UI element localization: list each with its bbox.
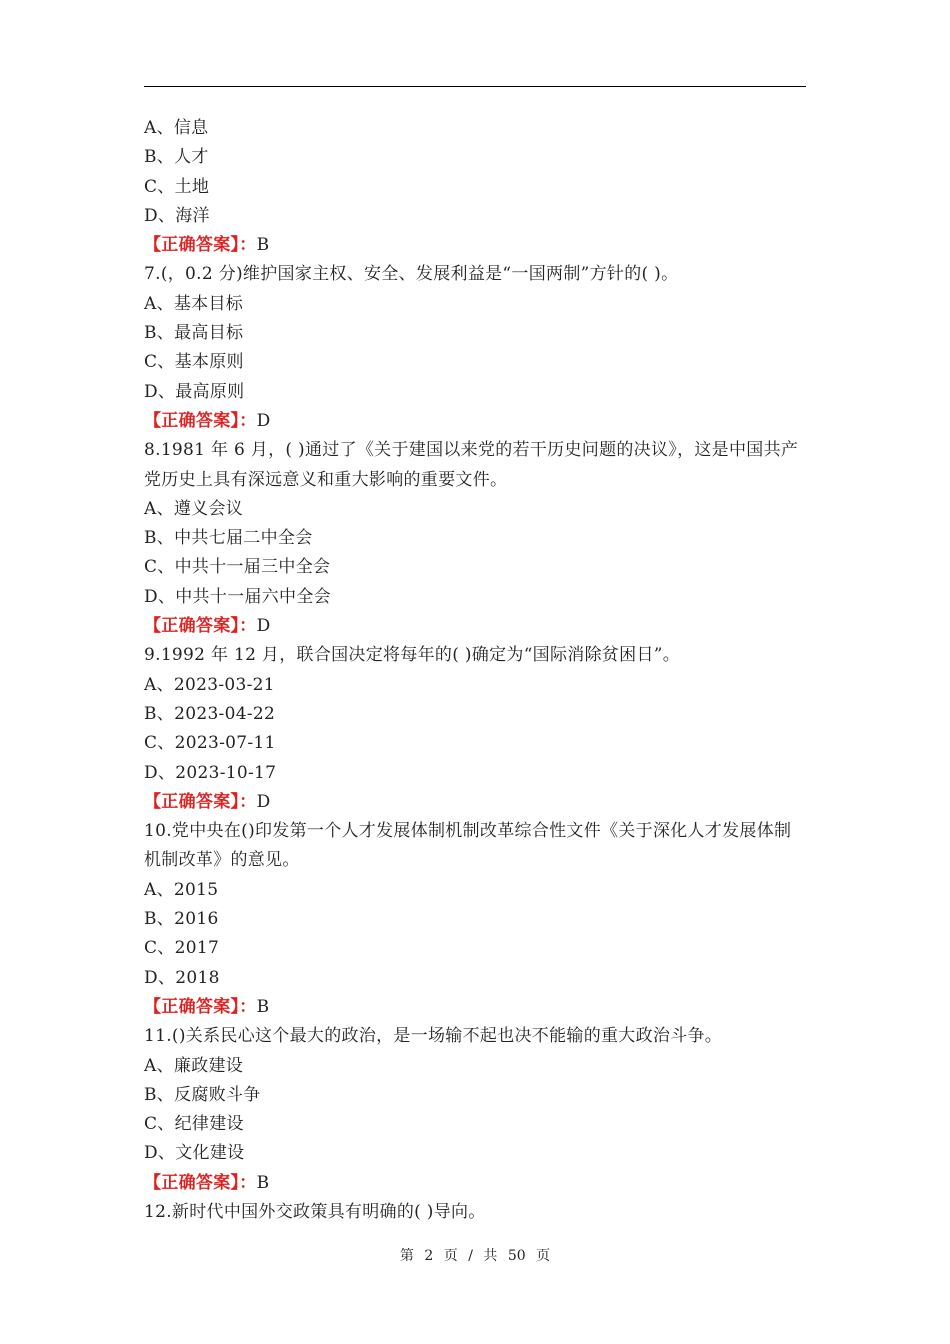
- question-text: 10.党中央在()印发第一个人才发展体制机制改革综合性文件《关于深化人才发展体制机制改革》的意见。: [144, 821, 792, 871]
- question-text: 11.()关系民心这个最大的政治，是一场输不起也决不能输的重大政治斗争。: [144, 1026, 723, 1047]
- option-text: D、海洋: [144, 205, 210, 226]
- document-body: [144, 114, 808, 1227]
- question-text: 8.1981 年 6 月，( )通过了《关于建国以来党的若干历史问题的决议》，这是中国共产党历史上具有深远意义和重大影响的重要文件。: [144, 440, 799, 490]
- question-text: 7.(，0.2 分)维护国家主权、安全、发展利益是“一国两制”方针的( )。: [144, 264, 679, 285]
- correct-answer-label: 【正确答案】：: [144, 996, 257, 1017]
- correct-answer-value: B: [256, 996, 270, 1017]
- correct-answer-line: [144, 788, 808, 817]
- option-text: B、人才: [144, 147, 209, 168]
- correct-answer-line: [144, 612, 808, 641]
- correct-answer-line: [144, 1169, 808, 1198]
- correct-answer-value: D: [256, 616, 271, 637]
- correct-answer-line: [144, 993, 808, 1022]
- page-footer: [0, 1245, 950, 1265]
- option-text: B、2016: [144, 909, 219, 930]
- correct-answer-label: 【正确答案】：: [144, 235, 257, 256]
- footer-page-number: 2: [424, 1248, 434, 1264]
- option-text: A、信息: [144, 118, 209, 138]
- option-text: C、纪律建设: [144, 1114, 244, 1135]
- option-text: B、反腐败斗争: [144, 1084, 261, 1105]
- correct-answer-value: B: [256, 235, 270, 256]
- correct-answer-label: 【正确答案】：: [144, 410, 257, 431]
- option-text: B、最高目标: [144, 323, 244, 344]
- option-text: A、廉政建设: [144, 1055, 244, 1076]
- question-text: 12.新时代中国外交政策具有明确的( )导向。: [144, 1201, 486, 1222]
- option-text: A、2015: [144, 879, 219, 900]
- question-text: 9.1992 年 12 月，联合国决定将每年的( )确定为“国际消除贫困日”。: [144, 645, 681, 666]
- correct-answer-value: B: [256, 1172, 270, 1193]
- option-text: A、2023-03-21: [144, 674, 275, 695]
- correct-answer-value: D: [256, 791, 271, 812]
- option-text: C、2023-07-11: [144, 733, 276, 754]
- option-text: A、基本目标: [144, 293, 244, 314]
- option-text: D、中共十一届六中全会: [144, 586, 331, 607]
- footer-separator: /: [468, 1248, 473, 1264]
- footer-total-prefix: 共: [483, 1248, 498, 1264]
- footer-total-pages: 50: [507, 1248, 526, 1264]
- option-text: D、文化建设: [144, 1143, 245, 1164]
- option-text: C、中共十一届三中全会: [144, 557, 331, 578]
- footer-page-unit: 页: [443, 1248, 458, 1264]
- header-rule: [144, 86, 806, 87]
- option-text: D、2018: [144, 967, 220, 988]
- option-text: D、最高原则: [144, 381, 245, 402]
- footer-total-unit: 页: [536, 1248, 551, 1264]
- correct-answer-value: D: [256, 410, 271, 431]
- correct-answer-line: [144, 407, 808, 436]
- option-text: A、遵义会议: [144, 498, 244, 519]
- correct-answer-label: 【正确答案】：: [144, 1172, 257, 1193]
- option-text: D、2023-10-17: [144, 762, 277, 783]
- footer-prefix: 第: [399, 1248, 414, 1264]
- correct-answer-label: 【正确答案】：: [144, 616, 257, 637]
- correct-answer-label: 【正确答案】：: [144, 791, 257, 812]
- option-text: C、土地: [144, 176, 210, 197]
- option-text: B、2023-04-22: [144, 703, 276, 724]
- correct-answer-line: [144, 231, 808, 260]
- option-text: C、2017: [144, 938, 220, 959]
- option-text: C、基本原则: [144, 352, 244, 373]
- option-text: B、中共七届二中全会: [144, 528, 313, 549]
